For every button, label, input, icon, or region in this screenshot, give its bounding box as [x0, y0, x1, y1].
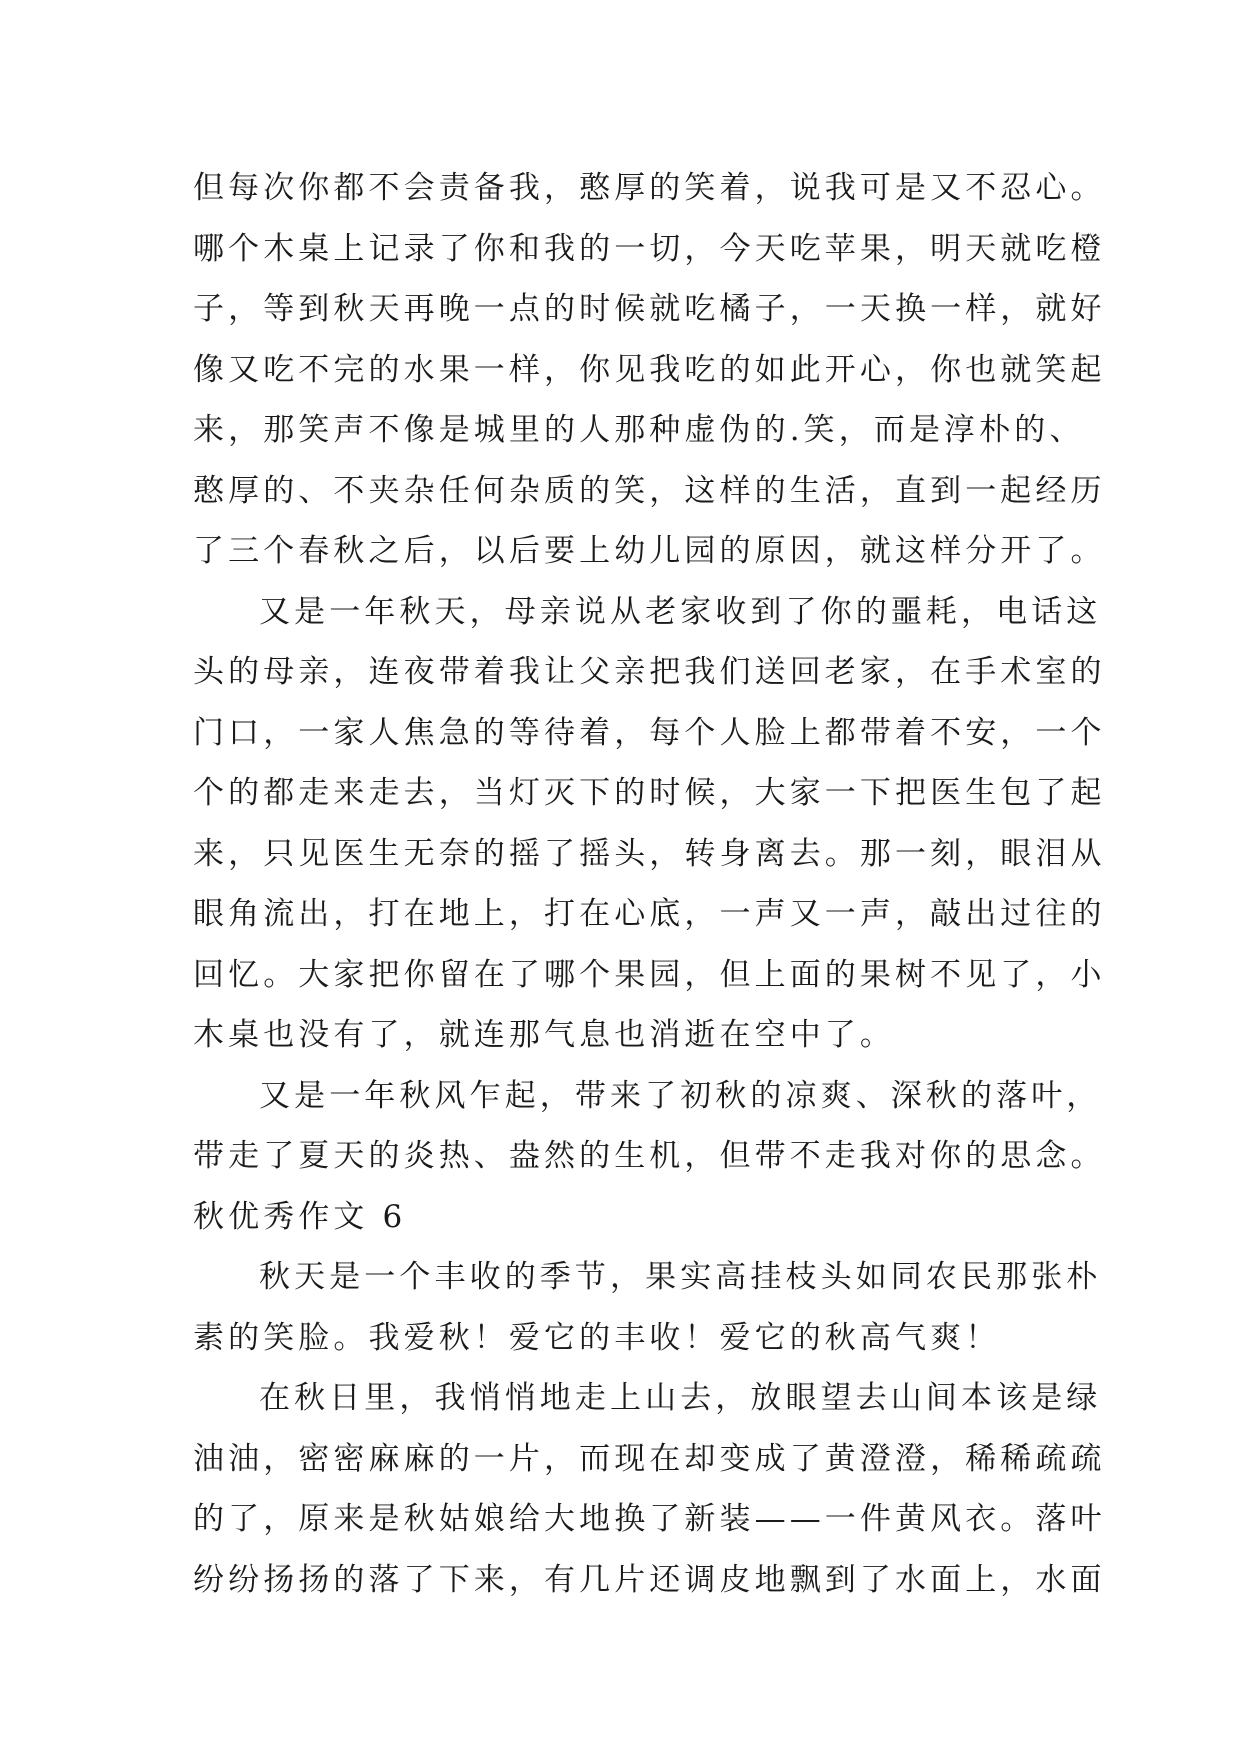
text-line: 纷纷扬扬的落了下来，有几片还调皮地飘到了水面上，水面 [193, 1561, 1106, 1598]
text-line: 憨厚的、不夹杂任何杂质的笑，这样的生活，直到一起经历 [193, 472, 1106, 509]
text-line: 但每次你都不会责备我，憨厚的笑着，说我可是又不忍心。 [193, 170, 1106, 206]
text-line: 头的母亲，连夜带着我让父亲把我们送回老家，在手术室的 [193, 654, 1106, 690]
section-heading: 秋优秀作文 6 [193, 1198, 407, 1235]
text-line: 眼角流出，打在地上，打在心底，一声又一声，敲出过往的 [193, 896, 1106, 932]
text-line: 木桌也没有了，就连那气息也消逝在空中了。 [193, 1017, 895, 1053]
text-line: 了三个春秋之后，以后要上幼儿园的原因，就这样分开了。 [193, 533, 1106, 569]
text-line: 子，等到秋天再晚一点的时候就吃橘子，一天换一样，就好 [193, 291, 1106, 327]
text-line: 回忆。大家把你留在了哪个果园，但上面的果树不见了，小 [193, 956, 1106, 993]
text-line: 的了，原来是秋姑娘给大地换了新装——一件黄风衣。落叶 [193, 1501, 1106, 1537]
text-line: 像又吃不完的水果一样，你见我吃的如此开心，你也就笑起 [193, 351, 1106, 388]
paragraph-start-line: 又是一年秋天，母亲说从老家收到了你的噩耗，电话这 [259, 593, 1102, 630]
text-line: 来，那笑声不像是城里的人那种虚伪的.笑，而是淳朴的、 [193, 412, 1085, 448]
text-line: 来，只见医生无奈的摇了摇头，转身离去。那一刻，眼泪从 [193, 835, 1106, 872]
text-line: 油油，密密麻麻的一片，而现在却变成了黄澄澄，稀稀疏疏 [193, 1440, 1106, 1477]
essay-body [193, 158, 1106, 1610]
text-line: 门口，一家人焦急的等待着，每个人脸上都带着不安，一个 [193, 714, 1106, 751]
text-line: 带走了夏天的炎热、盎然的生机，但带不走我对你的思念。 [193, 1138, 1106, 1174]
text-line: 哪个木桌上记录了你和我的一切，今天吃苹果，明天就吃橙 [193, 230, 1106, 267]
paragraph-start-line: 在秋日里，我悄悄地走上山去，放眼望去山间本该是绿 [259, 1380, 1102, 1416]
paragraph-start-line: 又是一年秋风乍起，带来了初秋的凉爽、深秋的落叶， [259, 1077, 1102, 1114]
text-line: 素的笑脸。我爱秋！爱它的丰收！爱它的秋高气爽！ [193, 1319, 1001, 1356]
text-line: 个的都走来走去，当灯灭下的时候，大家一下把医生包了起 [193, 775, 1106, 811]
paragraph-start-line: 秋天是一个丰收的季节，果实高挂枝头如同农民那张朴 [259, 1259, 1102, 1295]
